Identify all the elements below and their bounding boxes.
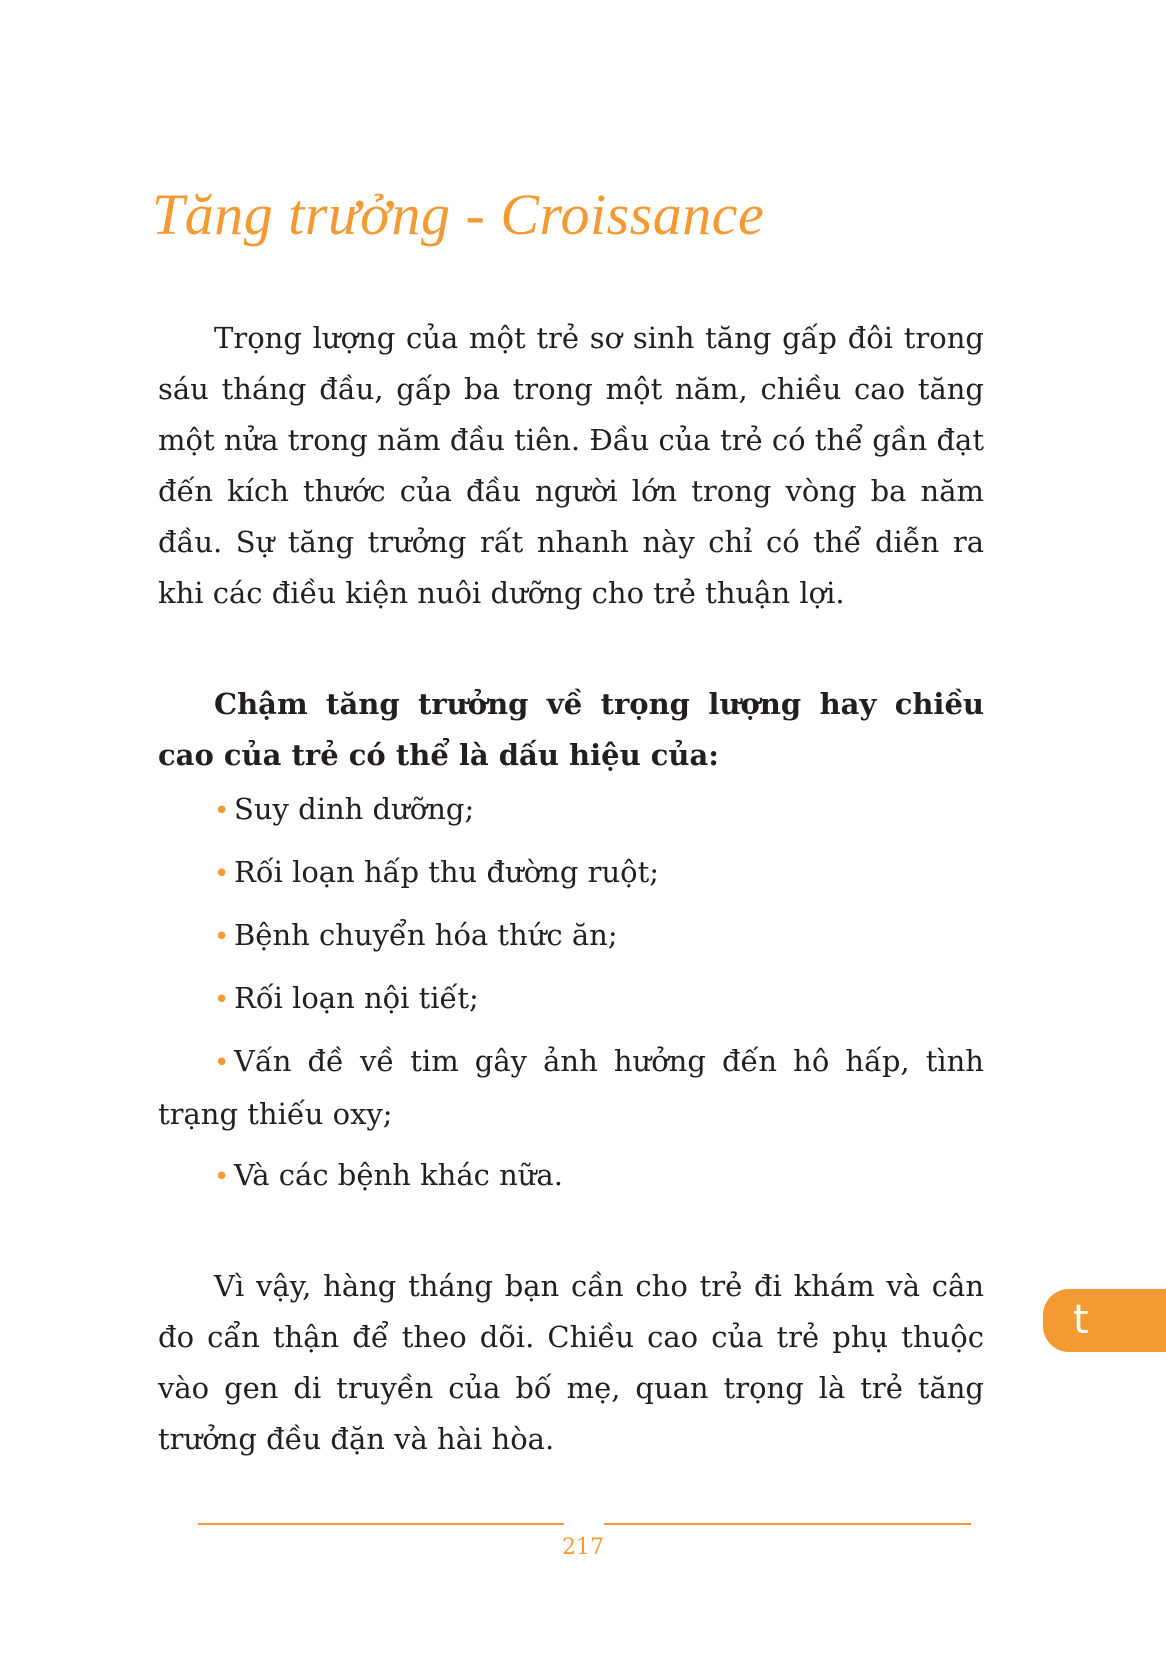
page-title: Tăng trưởng - Croissance (152, 182, 765, 247)
list-item: • Và các bệnh khác nữa. (158, 1150, 984, 1203)
footer-divider-left (198, 1523, 564, 1525)
bullet-icon: • (214, 1048, 230, 1078)
bullet-icon: • (214, 859, 230, 889)
list-item: • Bệnh chuyển hóa thức ăn; (158, 910, 984, 963)
body-content (158, 313, 984, 1465)
page-number: 217 (562, 1535, 604, 1560)
bullet-icon: • (214, 922, 230, 952)
closing-paragraph: Vì vậy, hàng tháng bạn cần cho trẻ đi khám và cân đo cẩn thận để theo dõi. Chiều cao của trẻ phụ thuộc vào gen di truyền của bố mẹ, quan trọng là trẻ tăng trưởng đều đặn và hài hòa. (158, 1269, 984, 1456)
symptom-list (158, 784, 984, 1203)
section-heading: Chậm tăng trưởng về trọng lượng hay chiều cao của trẻ có thể là dấu hiệu của: (158, 687, 984, 772)
chapter-tab: t (1043, 1289, 1166, 1352)
list-item: • Vấn đề về tim gây ảnh hưởng đến hô hấp, tình trạng thiếu oxy; (158, 1036, 984, 1140)
list-item: • Rối loạn hấp thu đường ruột; (158, 847, 984, 900)
intro-paragraph: Trọng lượng của một trẻ sơ sinh tăng gấp đôi trong sáu tháng đầu, gấp ba trong một năm, chiều cao tăng một nửa trong năm đầu tiên. Đầu của trẻ có thể gần đạt đến kích thước của đầu người lớn trong vòng ba năm đầu. Sự tăng trưởng rất nhanh này chỉ có thể diễn ra khi các điều kiện nuôi dưỡng cho trẻ thuận lợi. (158, 321, 984, 610)
bullet-icon: • (214, 796, 230, 826)
list-item: • Suy dinh dưỡng; (158, 784, 984, 837)
bullet-icon: • (214, 985, 230, 1015)
list-item: • Rối loạn nội tiết; (158, 973, 984, 1026)
bullet-icon: • (214, 1162, 230, 1192)
footer-divider-right (604, 1523, 971, 1525)
